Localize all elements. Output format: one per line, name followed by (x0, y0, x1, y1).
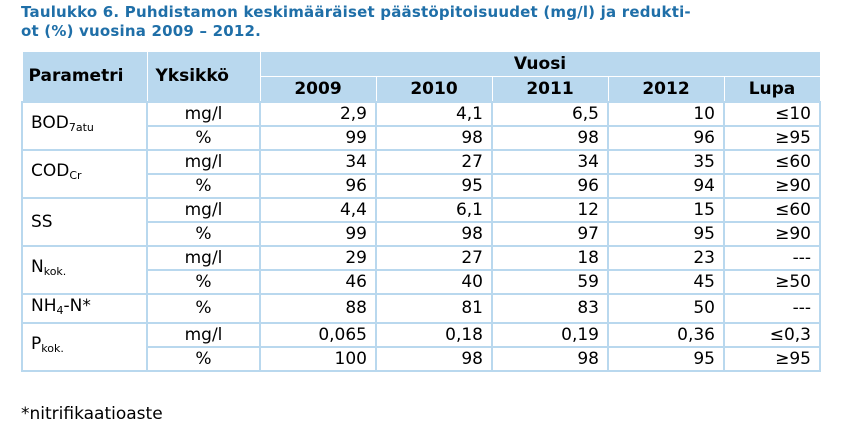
lupa-cell: ≥95 (724, 126, 820, 150)
table-row (22, 150, 820, 174)
param-cell (22, 150, 147, 198)
footnote: *nitrifikaatioaste (21, 404, 163, 424)
value-cell-2012: 45 (608, 270, 724, 294)
value-cell-2009: 99 (260, 222, 376, 246)
header-year-2011: 2011 (492, 77, 608, 102)
lupa-cell: ≤60 (724, 150, 820, 174)
value-cell-2011: 12 (492, 198, 608, 222)
value-cell-2010: 27 (376, 246, 492, 270)
value-cell-2010: 98 (376, 222, 492, 246)
table-row (22, 323, 820, 347)
header-parametri: Parametri (22, 52, 147, 102)
lupa-cell: --- (724, 246, 820, 270)
param-subscript: 7atu (68, 121, 94, 134)
value-cell-2009: 0,065 (260, 323, 376, 347)
header-yksikko: Yksikkö (147, 52, 260, 102)
lupa-cell: ≥95 (724, 347, 820, 371)
value-cell-2012: 95 (608, 222, 724, 246)
lupa-cell: ≥90 (724, 222, 820, 246)
header-vuosi: Vuosi (260, 52, 820, 77)
unit-cell: mg/l (147, 198, 260, 222)
param-subscript: 4 (56, 303, 64, 317)
param-name: NH (31, 295, 57, 316)
param-cell (22, 198, 147, 246)
param-subscript: kok. (43, 265, 67, 278)
param-name: COD (31, 161, 70, 181)
param-suffix: -N* (63, 295, 91, 316)
value-cell-2009: 46 (260, 270, 376, 294)
value-cell-2012: 0,36 (608, 323, 724, 347)
value-cell-2011: 34 (492, 150, 608, 174)
param-cell (22, 294, 147, 323)
unit-cell: mg/l (147, 246, 260, 270)
unit-cell: % (147, 294, 260, 323)
header-year-2010: 2010 (376, 77, 492, 102)
value-cell-2009: 99 (260, 126, 376, 150)
table-row (22, 246, 820, 270)
unit-cell: % (147, 270, 260, 294)
value-cell-2009: 96 (260, 174, 376, 198)
param-name: BOD (31, 113, 69, 133)
header-year-2012: 2012 (608, 77, 724, 102)
value-cell-2012: 10 (608, 102, 724, 126)
table-row (22, 198, 820, 222)
value-cell-2009: 29 (260, 246, 376, 270)
value-cell-2011: 97 (492, 222, 608, 246)
value-cell-2010: 40 (376, 270, 492, 294)
lupa-cell: ≥50 (724, 270, 820, 294)
value-cell-2009: 4,4 (260, 198, 376, 222)
emissions-table (21, 51, 821, 372)
header-year-2009: 2009 (260, 77, 376, 102)
value-cell-2010: 98 (376, 347, 492, 371)
value-cell-2012: 35 (608, 150, 724, 174)
value-cell-2012: 15 (608, 198, 724, 222)
param-name: P (31, 334, 42, 354)
unit-cell: mg/l (147, 323, 260, 347)
unit-cell: mg/l (147, 102, 260, 126)
table-row (22, 102, 820, 126)
lupa-cell: --- (724, 294, 820, 323)
param-subscript: Cr (69, 169, 82, 182)
param-name: N (31, 257, 44, 277)
value-cell-2009: 100 (260, 347, 376, 371)
unit-cell: % (147, 174, 260, 198)
value-cell-2009: 2,9 (260, 102, 376, 126)
table-body (22, 102, 820, 371)
param-subscript: kok. (41, 342, 64, 355)
caption-line-2: ot (%) vuosina 2009 – 2012. (21, 22, 262, 40)
header-lupa: Lupa (724, 77, 820, 102)
unit-cell: % (147, 347, 260, 371)
unit-cell: % (147, 126, 260, 150)
value-cell-2011: 83 (492, 294, 608, 323)
value-cell-2012: 96 (608, 126, 724, 150)
param-name: SS (31, 211, 53, 232)
param-cell (22, 102, 147, 150)
value-cell-2011: 0,19 (492, 323, 608, 347)
value-cell-2010: 4,1 (376, 102, 492, 126)
table-row (22, 294, 820, 323)
lupa-cell: ≥90 (724, 174, 820, 198)
value-cell-2012: 94 (608, 174, 724, 198)
value-cell-2011: 6,5 (492, 102, 608, 126)
param-cell (22, 246, 147, 294)
value-cell-2010: 81 (376, 294, 492, 323)
value-cell-2012: 23 (608, 246, 724, 270)
unit-cell: % (147, 222, 260, 246)
value-cell-2011: 98 (492, 347, 608, 371)
value-cell-2012: 50 (608, 294, 724, 323)
value-cell-2012: 95 (608, 347, 724, 371)
lupa-cell: ≤10 (724, 102, 820, 126)
table-caption (21, 3, 841, 41)
value-cell-2009: 88 (260, 294, 376, 323)
value-cell-2010: 98 (376, 126, 492, 150)
lupa-cell: ≤60 (724, 198, 820, 222)
value-cell-2011: 96 (492, 174, 608, 198)
value-cell-2010: 0,18 (376, 323, 492, 347)
caption-line-1: Taulukko 6. Puhdistamon keskimääräiset päästöpitoisuudet (mg/l) ja redukti- (21, 3, 691, 21)
lupa-cell: ≤0,3 (724, 323, 820, 347)
unit-cell: mg/l (147, 150, 260, 174)
value-cell-2011: 98 (492, 126, 608, 150)
value-cell-2010: 6,1 (376, 198, 492, 222)
value-cell-2009: 34 (260, 150, 376, 174)
value-cell-2011: 59 (492, 270, 608, 294)
value-cell-2010: 95 (376, 174, 492, 198)
value-cell-2011: 18 (492, 246, 608, 270)
param-cell (22, 323, 147, 371)
value-cell-2010: 27 (376, 150, 492, 174)
